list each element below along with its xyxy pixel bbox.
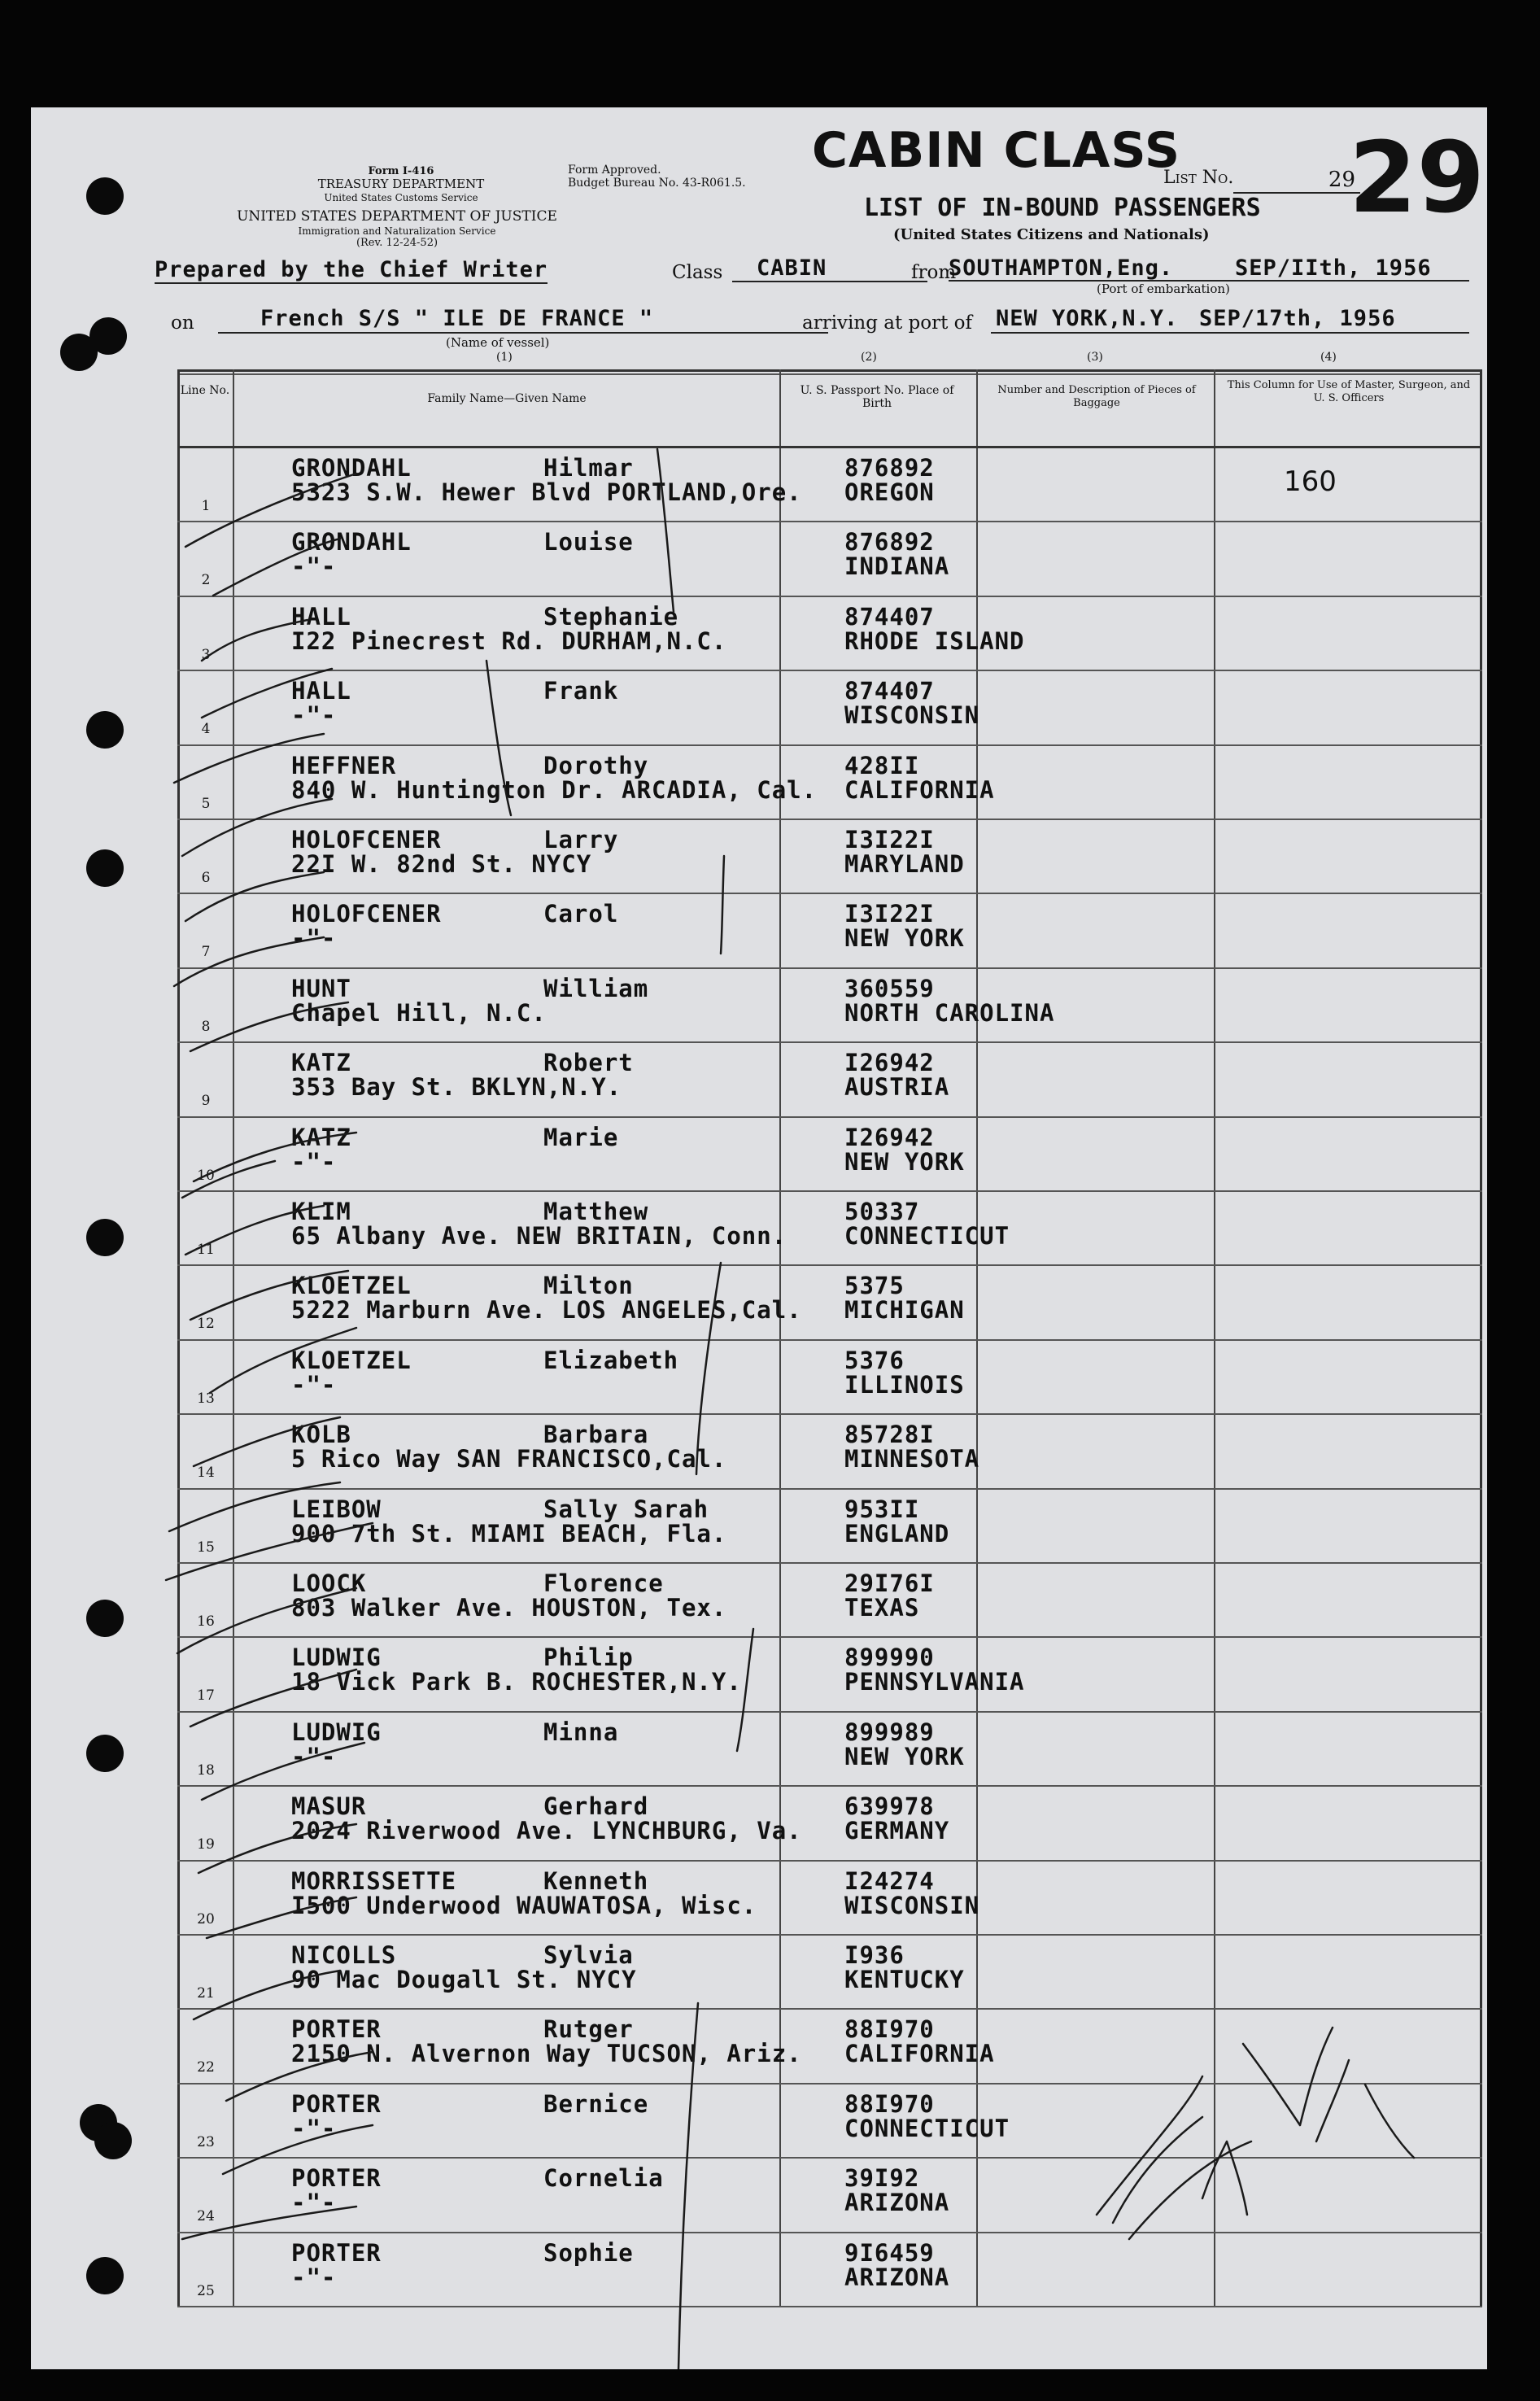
family-name: KLOETZEL <box>291 1346 412 1374</box>
punch-hole <box>86 1219 124 1256</box>
family-name: PORTER <box>291 2015 382 2044</box>
family-name: HEFFNER <box>291 751 397 779</box>
address: 5222 Marburn Ave. LOS ANGELES,Cal. <box>291 1296 802 1325</box>
address: 353 Bay St. BKLYN,N.Y. <box>291 1073 622 1102</box>
place-of-birth: ENGLAND <box>844 1519 950 1548</box>
justice-department: UNITED STATES DEPARTMENT OF JUSTICE <box>237 208 557 225</box>
table-row <box>177 1414 1482 1489</box>
address: -"- <box>291 2189 337 2217</box>
given-name: Marie <box>543 1123 619 1151</box>
given-name: Frank <box>543 677 619 705</box>
family-name: MASUR <box>291 1792 367 1821</box>
punch-hole <box>86 711 124 749</box>
address: 803 Walker Ave. HOUSTON, Tex. <box>291 1594 727 1622</box>
passport-number: 899989 <box>844 1718 935 1746</box>
address: 22I W. 82nd St. NYCY <box>291 850 592 878</box>
column-number-1: (1) <box>496 351 513 364</box>
passport-number: 953II <box>844 1495 920 1523</box>
address: -"- <box>291 1147 337 1176</box>
table-row <box>177 968 1482 1043</box>
punch-hole <box>86 2257 124 2294</box>
family-name: KATZ <box>291 1123 351 1151</box>
place-of-birth: TEXAS <box>844 1594 920 1622</box>
arrival-underline <box>991 332 1469 334</box>
given-name: Gerhard <box>543 1792 649 1821</box>
form-approved: Form Approved. <box>568 164 661 177</box>
family-name: KLIM <box>291 1198 351 1225</box>
family-name: LUDWIG <box>291 1718 382 1746</box>
passport-number: 39I92 <box>844 2164 920 2193</box>
line-number: 6 <box>201 870 211 886</box>
family-name: GRONDAHL <box>291 528 412 557</box>
address: -"- <box>291 924 337 953</box>
address: 2150 N. Alvernon Way TUCSON, Ariz. <box>291 2040 802 2068</box>
line-number: 18 <box>197 1761 215 1779</box>
passport-number: I3I22I <box>844 900 935 928</box>
passport-number: 874407 <box>844 677 935 705</box>
line-number: 4 <box>201 721 211 738</box>
passport-number: I936 <box>844 1941 905 1969</box>
given-name: Matthew <box>543 1198 649 1225</box>
address: 5323 S.W. Hewer Blvd PORTLAND,Ore. <box>291 478 802 506</box>
given-name: Barbara <box>543 1421 649 1449</box>
passport-number: 876892 <box>844 528 935 557</box>
family-name: PORTER <box>291 2238 382 2267</box>
table-top-border <box>177 369 1482 372</box>
family-name: KOLB <box>291 1421 351 1449</box>
punch-hole <box>86 177 124 215</box>
embarkation-note: (Port of embarkation) <box>1097 282 1230 296</box>
cabin-class-stamp: CABIN CLASS <box>812 122 1181 179</box>
given-name: Elizabeth <box>543 1346 679 1374</box>
given-name: William <box>543 974 649 1002</box>
header-baggage: Number and Description of Pieces of Baggage <box>997 384 1196 409</box>
table-row <box>177 1042 1482 1117</box>
given-name: Carol <box>543 900 619 928</box>
punch-hole <box>86 849 124 887</box>
passport-number: I26942 <box>844 1123 935 1151</box>
line-number: 3 <box>201 646 211 663</box>
line-number: 16 <box>197 1613 215 1630</box>
punch-hole <box>86 1600 124 1637</box>
manifest-sheet <box>31 107 1487 2369</box>
given-name: Cornelia <box>543 2164 664 2193</box>
line-number: 15 <box>197 1539 215 1556</box>
given-name: Sally Sarah <box>543 1495 709 1523</box>
table-row <box>177 2009 1482 2084</box>
table-row <box>177 1712 1482 1787</box>
treasury-department: TREASURY DEPARTMENT <box>317 177 485 191</box>
passport-number: 874407 <box>844 602 935 631</box>
arrival-port: NEW YORK,N.Y. <box>996 306 1179 331</box>
table-row <box>177 1563 1482 1638</box>
place-of-birth: ARIZONA <box>844 2189 950 2217</box>
passport-number: 899990 <box>844 1644 935 1672</box>
place-of-birth: MARYLAND <box>844 850 965 878</box>
form-title: LIST OF IN-BOUND PASSENGERS <box>864 194 1261 222</box>
given-name: Minna <box>543 1718 619 1746</box>
place-of-birth: MICHIGAN <box>844 1296 965 1325</box>
address: 5 Rico Way SAN FRANCISCO,Cal. <box>291 1445 727 1473</box>
table-row <box>177 596 1482 671</box>
table-row <box>177 819 1482 894</box>
table-row <box>177 1265 1482 1340</box>
given-name: Kenneth <box>543 1866 649 1895</box>
passport-number: 360559 <box>844 974 935 1002</box>
table-row <box>177 2233 1482 2307</box>
class-value: CABIN <box>732 255 927 282</box>
column-number-2: (2) <box>861 351 877 364</box>
family-name: MORRISSETTE <box>291 1866 457 1895</box>
vessel-name: French S/S " ILE DE FRANCE " <box>260 306 654 331</box>
list-number-small: 29 <box>1233 168 1360 194</box>
address: 2024 Riverwood Ave. LYNCHBURG, Va. <box>291 1817 802 1845</box>
address: 90 Mac Dougall St. NYCY <box>291 1966 637 1993</box>
column-number-4: (4) <box>1320 351 1337 364</box>
place-of-birth: ARIZONA <box>844 2263 950 2291</box>
place-of-birth: WISCONSIN <box>844 701 980 730</box>
given-name: Hilmar <box>543 454 634 482</box>
family-name: HOLOFCENER <box>291 826 442 853</box>
punch-hole <box>60 334 98 371</box>
list-number-label: List No. <box>1163 168 1234 188</box>
given-name: Philip <box>543 1644 634 1672</box>
given-name: Robert <box>543 1049 634 1077</box>
line-number: 19 <box>197 1836 215 1853</box>
class-label: Class <box>672 262 723 283</box>
from-label: from <box>911 262 957 283</box>
passport-number: I24274 <box>844 1866 935 1895</box>
given-name: Florence <box>543 1569 664 1597</box>
family-name: PORTER <box>291 2089 382 2118</box>
passport-number: 50337 <box>844 1198 920 1225</box>
table-row <box>177 1117 1482 1192</box>
table-row <box>177 1935 1482 2010</box>
line-number: 23 <box>197 2133 215 2150</box>
address: -"- <box>291 2263 337 2291</box>
line-number: 20 <box>197 1910 215 1927</box>
officer-mark: 160 <box>1284 465 1337 498</box>
passport-number: 639978 <box>844 1792 935 1821</box>
line-number: 10 <box>197 1167 215 1184</box>
family-name: LUDWIG <box>291 1644 382 1672</box>
family-name: KATZ <box>291 1049 351 1077</box>
table-row <box>177 1489 1482 1564</box>
place-of-birth: OREGON <box>844 478 935 506</box>
family-name: LOOCK <box>291 1569 367 1597</box>
passport-number: 5375 <box>844 1272 905 1300</box>
line-number: 1 <box>201 498 211 514</box>
line-number: 21 <box>197 1985 215 2002</box>
given-name: Dorothy <box>543 751 649 779</box>
address: -"- <box>291 1742 337 1770</box>
passport-number: 428II <box>844 751 920 779</box>
given-name: Rutger <box>543 2015 634 2044</box>
address: 840 W. Huntington Dr. ARCADIA, Cal. <box>291 775 818 804</box>
punch-hole <box>94 2122 132 2159</box>
line-number: 5 <box>201 795 211 812</box>
place-of-birth: CONNECTICUT <box>844 2114 1010 2142</box>
table-row <box>177 2084 1482 2159</box>
row-divider <box>177 2306 1482 2307</box>
table-top-border-inner <box>177 373 1482 375</box>
given-name: Stephanie <box>543 602 679 631</box>
place-of-birth: NEW YORK <box>844 924 965 953</box>
line-number: 25 <box>197 2282 215 2299</box>
prepared-by: Prepared by the Chief Writer <box>155 257 548 282</box>
line-number: 22 <box>197 2059 215 2076</box>
table-row <box>177 1637 1482 1712</box>
passport-number: I26942 <box>844 1049 935 1077</box>
given-name: Louise <box>543 528 634 557</box>
header-family-given-name: Family Name—Given Name <box>427 392 587 405</box>
place-of-birth: WISCONSIN <box>844 1891 980 1919</box>
family-name: HUNT <box>291 974 351 1002</box>
passport-number: 88I970 <box>844 2015 935 2044</box>
arriving-label: arriving at port of <box>802 312 972 334</box>
given-name: Larry <box>543 826 619 853</box>
address: -"- <box>291 552 337 581</box>
line-number: 7 <box>201 944 211 961</box>
address: -"- <box>291 2114 337 2142</box>
header-officers-column: This Column for Use of Master, Surgeon, and U. S. Officers <box>1227 379 1471 404</box>
family-name: NICOLLS <box>291 1941 397 1969</box>
revision-date: (Rev. 12-24-52) <box>356 237 438 249</box>
vessel-underline <box>218 332 828 334</box>
family-name: HALL <box>291 677 351 705</box>
address: Chapel Hill, N.C. <box>291 998 547 1027</box>
passport-number: 88I970 <box>844 2089 935 2118</box>
header-passport-birthplace: U. S. Passport No. Place of Birth <box>800 384 954 410</box>
header-line-no: Line No. <box>180 384 230 397</box>
place-of-birth: INDIANA <box>844 552 950 581</box>
place-of-birth: NEW YORK <box>844 1742 965 1770</box>
place-of-birth: RHODE ISLAND <box>844 626 1025 655</box>
line-number: 11 <box>197 1242 215 1258</box>
passport-number: 876892 <box>844 454 935 482</box>
passport-number: 9I6459 <box>844 2238 935 2267</box>
address: I22 Pinecrest Rd. DURHAM,N.C. <box>291 626 727 655</box>
place-of-birth: CONNECTICUT <box>844 1222 1010 1250</box>
table-row <box>177 1861 1482 1936</box>
line-number: 17 <box>197 1687 215 1705</box>
line-number: 24 <box>197 2208 215 2225</box>
customs-service: United States Customs Service <box>324 192 478 203</box>
table-row <box>177 447 1482 522</box>
passport-number: 85728I <box>844 1421 935 1449</box>
given-name: Milton <box>543 1272 634 1300</box>
line-number: 2 <box>201 572 211 589</box>
place-of-birth: NORTH CAROLINA <box>844 998 1055 1027</box>
family-name: PORTER <box>291 2164 382 2193</box>
line-number: 8 <box>201 1018 211 1035</box>
family-name: HOLOFCENER <box>291 900 442 928</box>
line-number: 12 <box>197 1316 215 1333</box>
family-name: GRONDAHL <box>291 454 412 482</box>
table-row <box>177 670 1482 745</box>
given-name: Bernice <box>543 2089 649 2118</box>
address: -"- <box>291 701 337 730</box>
line-number: 9 <box>201 1093 211 1110</box>
family-name: LEIBOW <box>291 1495 382 1523</box>
place-of-birth: AUSTRIA <box>844 1073 950 1102</box>
family-name: KLOETZEL <box>291 1272 412 1300</box>
address: I500 Underwood WAUWATOSA, Wisc. <box>291 1891 757 1919</box>
table-row <box>177 893 1482 968</box>
table-row <box>177 1191 1482 1266</box>
place-of-birth: ILLINOIS <box>844 1370 965 1399</box>
immigration-service: Immigration and Naturalization Service <box>298 225 496 237</box>
line-number: 14 <box>197 1465 215 1482</box>
address: 900 7th St. MIAMI BEACH, Fla. <box>291 1519 727 1548</box>
budget-bureau-number: Budget Bureau No. 43-R061.5. <box>568 177 746 190</box>
address: -"- <box>291 1370 337 1399</box>
list-number-large: 29 <box>1349 122 1485 235</box>
passport-number: 29I76I <box>844 1569 935 1597</box>
table-row <box>177 745 1482 820</box>
place-of-birth: GERMANY <box>844 1817 950 1845</box>
passport-number: 5376 <box>844 1346 905 1374</box>
form-subtitle: (United States Citizens and Nationals) <box>893 226 1210 243</box>
on-label: on <box>171 312 194 334</box>
place-of-birth: PENNSYLVANIA <box>844 1668 1025 1696</box>
table-row <box>177 522 1482 596</box>
passenger-table <box>177 369 1482 2306</box>
place-of-birth: NEW YORK <box>844 1147 965 1176</box>
place-of-birth: MINNESOTA <box>844 1445 980 1473</box>
form-number: Form I-416 <box>368 165 434 177</box>
address: 18 Vick Park B. ROCHESTER,N.Y. <box>291 1668 742 1696</box>
address: 65 Albany Ave. NEW BRITAIN, Conn. <box>291 1222 787 1250</box>
column-number-3: (3) <box>1087 351 1103 364</box>
arrival-date: SEP/17th, 1956 <box>1199 306 1396 331</box>
vessel-note: (Name of vessel) <box>446 335 550 350</box>
table-row <box>177 1340 1482 1415</box>
given-name: Sylvia <box>543 1941 634 1969</box>
departure-date: SEP/IIth, 1956 <box>1235 255 1432 281</box>
line-number: 13 <box>197 1390 215 1407</box>
place-of-birth: CALIFORNIA <box>844 775 995 804</box>
embarkation-port: SOUTHAMPTON,Eng. <box>949 255 1174 281</box>
place-of-birth: KENTUCKY <box>844 1966 965 1993</box>
passport-number: I3I22I <box>844 826 935 853</box>
place-of-birth: CALIFORNIA <box>844 2040 995 2068</box>
table-row <box>177 1786 1482 1861</box>
given-name: Sophie <box>543 2238 634 2267</box>
table-row <box>177 2158 1482 2233</box>
punch-hole <box>86 1735 124 1772</box>
family-name: HALL <box>291 602 351 631</box>
